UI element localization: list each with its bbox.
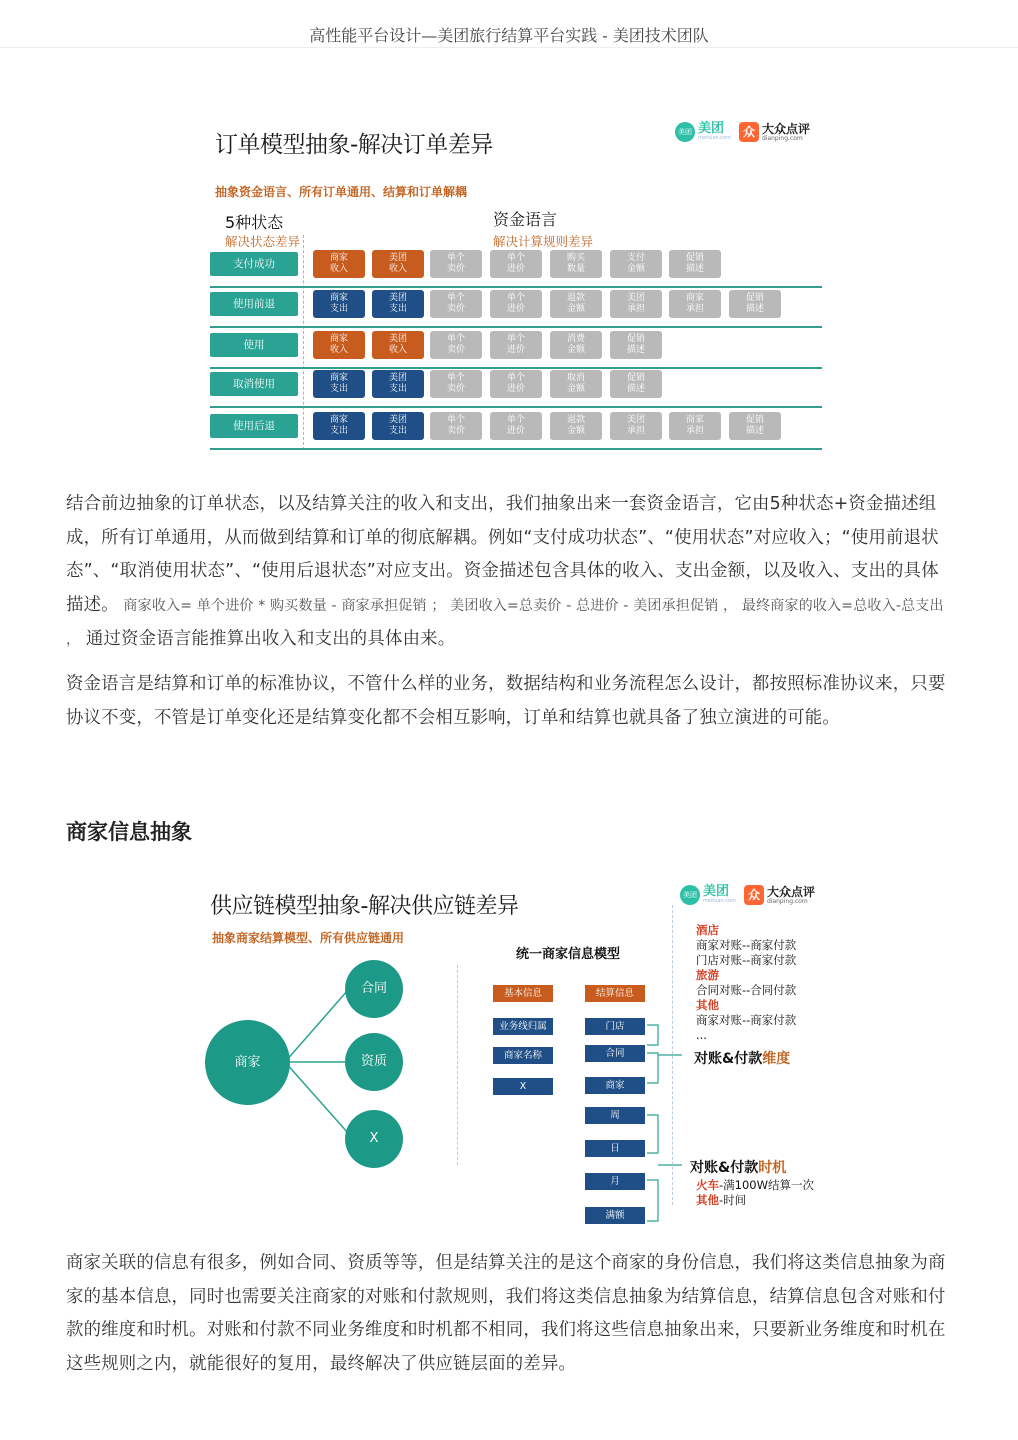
states-title: 5种状态 [225, 213, 284, 232]
money-chip: 美团 支出 [372, 370, 424, 398]
money-chip: 单个 进价 [490, 331, 542, 359]
money-chip: 美团 支出 [372, 412, 424, 440]
money-chip: 单个 进价 [490, 370, 542, 398]
money-chip: 商家 收入 [313, 331, 365, 359]
money-chip: 单个 卖价 [430, 412, 482, 440]
divider-left [457, 965, 458, 1165]
dimension-examples: 酒店 商家对账--商家付款 门店对账--商家付款 旅游 合同对账--合同付款 其他 商家对账--商家付款 ... [696, 923, 797, 1042]
merchant-node: 商家 [205, 1020, 290, 1105]
money-chip: 单个 进价 [490, 290, 542, 318]
money-chip: 单个 卖价 [430, 290, 482, 318]
money-chip: 退款 金额 [550, 290, 602, 318]
money-chip: 美团 支出 [372, 290, 424, 318]
formula-text: 商家收入= 单个进价 * 购买数量 - 商家承担促销 ； 美团收入=总卖价 - 总进价 - 美团承担促销 ， 最终商家的收入=总收入-总支出 ， [66, 597, 944, 648]
row-divider [210, 448, 822, 450]
settle-info-box: 结算信息 [585, 985, 645, 1002]
money-chip: 购买 数量 [550, 250, 602, 278]
paragraph-merchant-info: 商家关联的信息有很多，例如合同、资质等等，但是结算关注的是这个商家的身份信息，我们将这类信息抽象为商家的基本信息，同时也需要关注商家的对账和付款规则，我们将这类信息抽象为结算信息，结算信息包含对账和付款的维度和时机。对账和付款不同业务维度和时机都不相同，我们将这些信息抽象出来，只要新业务维度和时机在这些规则之内，就能很好的复用，最终解决了供应链层面的差异。 [66, 1253, 946, 1374]
money-language-subtitle: 解决计算规则差异 [493, 234, 594, 249]
bracket-time-lower [647, 1180, 658, 1221]
time-item-week: 周 [585, 1107, 645, 1124]
row-divider [210, 326, 822, 328]
money-chip: 促销 描述 [610, 370, 662, 398]
time-item-day: 日 [585, 1140, 645, 1157]
meituan-logo-icon: 美团 [675, 122, 695, 142]
basic-info-box: 基本信息 [493, 985, 553, 1002]
money-chip: 退款 金额 [550, 412, 602, 440]
bracket-dim-lower [647, 1053, 658, 1083]
money-language-title: 资金语言 [493, 210, 558, 229]
state-row [210, 288, 822, 328]
money-chip: 商家 支出 [313, 370, 365, 398]
state-row [210, 248, 822, 288]
money-chip: 促销 描述 [669, 250, 721, 278]
money-chip: 促销 描述 [729, 412, 781, 440]
supply-chain-figure [200, 875, 835, 1230]
contract-node: 合同 [345, 960, 403, 1018]
basic-item-merchant-name: 商家名称 [493, 1047, 553, 1064]
money-chip: 商家 支出 [313, 412, 365, 440]
state-label: 使用 [210, 333, 298, 357]
states-subtitle: 解决状态差异 [225, 234, 301, 249]
page-header-title: 高性能平台设计—美团旅行结算平台实践 - 美团技术团队 [309, 26, 709, 45]
state-row [210, 329, 822, 369]
basic-item-x: X [493, 1078, 553, 1095]
x-node: X [345, 1110, 403, 1168]
connector-x [285, 1062, 348, 1133]
state-label: 使用前退 [210, 292, 298, 316]
money-chip: 单个 卖价 [430, 331, 482, 359]
state-label: 使用后退 [210, 414, 298, 438]
timing-examples: 火车-满100W结算一次 其他-时间 [696, 1178, 814, 1207]
figure1-logos [675, 122, 810, 142]
connector-contract [285, 990, 348, 1062]
figure1-title: 订单模型抽象-解决订单差异 [215, 132, 493, 158]
dimension-label: 对账&付款维度 [694, 1051, 791, 1067]
state-label: 支付成功 [210, 252, 298, 276]
money-chip: 消费 金额 [550, 331, 602, 359]
bracket-time-upper [647, 1115, 658, 1153]
time-item-month: 月 [585, 1173, 645, 1190]
money-chip: 美团 收入 [372, 250, 424, 278]
model-title: 统一商家信息模型 [516, 947, 621, 962]
dianping-logo-icon: 众 [739, 122, 759, 142]
meituan-logo: 美团 美团 meituan.com [680, 885, 736, 905]
dim-item-store: 门店 [585, 1018, 645, 1035]
figure2-title: 供应链模型抽象-解决供应链差异 [210, 894, 519, 919]
figure1-subtitle: 抽象资金语言、所有订单通用、结算和订单解耦 [215, 185, 468, 199]
time-item-full: 满额 [585, 1207, 645, 1224]
money-chip: 单个 进价 [490, 250, 542, 278]
meituan-logo: 美团 美团 meituan.com [675, 122, 731, 142]
money-chip: 美团 收入 [372, 331, 424, 359]
state-row [210, 368, 822, 408]
divider-right [672, 905, 673, 1205]
dim-item-merchant: 商家 [585, 1077, 645, 1094]
money-chip: 单个 卖价 [430, 370, 482, 398]
dim-item-contract: 合同 [585, 1045, 645, 1062]
money-chip: 单个 进价 [490, 412, 542, 440]
dianping-logo-icon: 众 [744, 885, 764, 905]
money-chip: 单个 卖价 [430, 250, 482, 278]
basic-item-business-line: 业务线归属 [493, 1018, 553, 1035]
money-chip: 商家 收入 [313, 250, 365, 278]
paragraph-protocol: 资金语言是结算和订单的标准协议，不管什么样的业务，数据结构和业务流程怎么设计，都按照标准协议来，只要协议不变，不管是订单变化还是结算变化都不会相互影响，订单和结算也就具备了独立演进的可能。 [66, 674, 946, 728]
row-divider [210, 406, 822, 408]
timing-label: 对账&付款时机 [690, 1160, 787, 1176]
meituan-logo-icon: 美团 [680, 885, 700, 905]
order-model-figure [205, 110, 825, 455]
money-chip: 商家 支出 [313, 290, 365, 318]
money-chip: 促销 描述 [610, 331, 662, 359]
page-header [0, 0, 1018, 48]
money-chip: 商家 承担 [669, 412, 721, 440]
dianping-logo: 众 大众点评 dianping.com [739, 122, 810, 142]
money-chip: 美团 承担 [610, 412, 662, 440]
bracket-dim-upper [647, 1025, 658, 1045]
money-chip: 美团 承担 [610, 290, 662, 318]
money-chip: 取消 金额 [550, 370, 602, 398]
dianping-logo: 众 大众点评 dianping.com [744, 885, 815, 905]
paragraph-money-language: 结合前边抽象的订单状态，以及结算关注的收入和支出，我们抽象出来一套资金语言，它由5种状态+资金描述组成，所有订单通用，从而做到结算和订单的彻底解耦。例如“支付成功状态”、“使用状态”对应收入；“使用前退状态”、“取消使用状态”、“使用后退状态”对应支出。资金描述包含具体的收入、支出金额，以及收入、支出的具体描述。 商家收入= 单个进价 * 购买数量 - 商家承担促销 ； 美团收入=总卖价 - 总进价 - 美团承担促销 ， 最终商家的收入=总收入-总支出 ， 通过资金语言能推算出收入和支出的具体由来。 [66, 494, 944, 649]
qualification-node: 资质 [345, 1033, 403, 1091]
money-chip: 支付 金额 [610, 250, 662, 278]
state-label: 取消使用 [210, 372, 298, 396]
state-row [210, 410, 822, 450]
money-chip: 商家 承担 [669, 290, 721, 318]
section-heading: 商家信息抽象 [66, 820, 192, 844]
money-chip: 促销 描述 [729, 290, 781, 318]
figure2-subtitle: 抽象商家结算模型、所有供应链通用 [212, 931, 405, 945]
